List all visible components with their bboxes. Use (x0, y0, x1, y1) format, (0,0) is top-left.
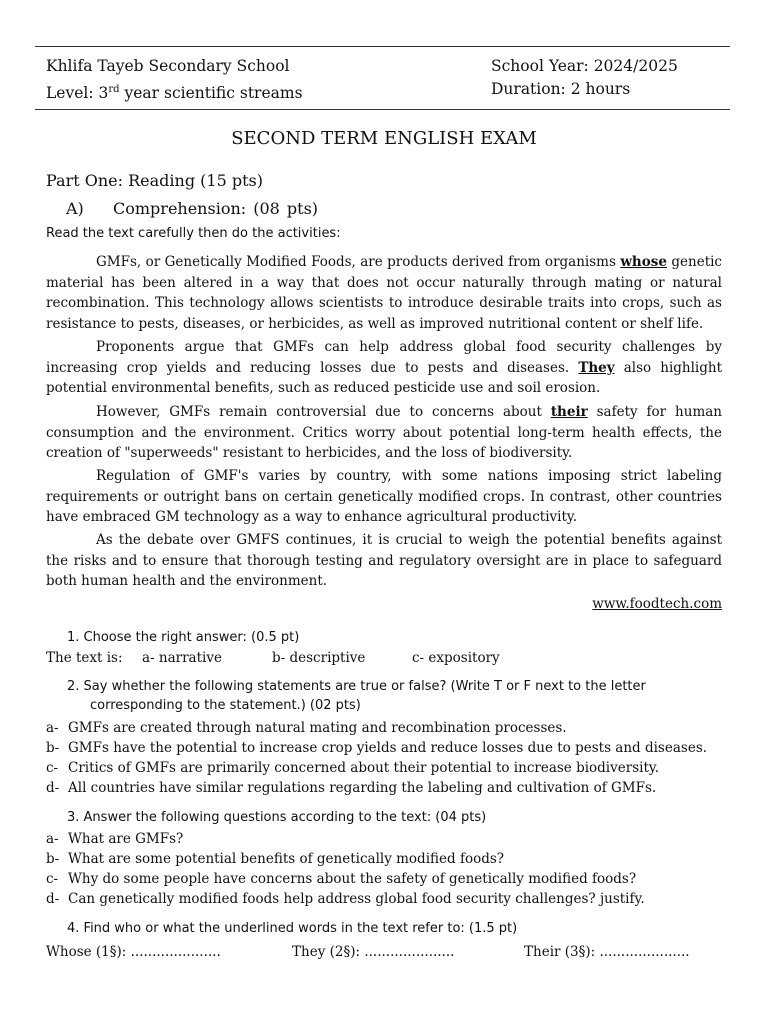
question-3-items (46, 829, 726, 909)
header-left (46, 55, 303, 105)
school-name: Khlifa Tayeb Secondary School (46, 57, 290, 75)
q3-question: d- Can genetically modified foods help address global food security challenges? justify. (46, 891, 645, 907)
text-source: www.foodtech.com (592, 596, 722, 612)
part-one-heading: Part One: Reading (15 pts) (46, 171, 263, 190)
question-3-title: 3. Answer the following questions according to the text: (04 pts) (67, 810, 487, 825)
q1-option-a: a- narrative (142, 650, 222, 666)
q3-question: b- What are some potential benefits of genetically modified foods? (46, 851, 505, 867)
q1-stem: The text is: (46, 650, 123, 666)
school-year: School Year: 2024/2025 (491, 57, 678, 75)
text-paragraph-1: GMFs, or Genetically Modified Foods, are products derived from organisms whose genetic material has been altered in a way that does not occur naturally through mating or natural recombination. This technology allows scientists to introduce desirable traits into crops, such as resistance to pests, diseases, or herbicides, as well as improved nutritional content or shelf life. (46, 254, 722, 332)
question-4-title: 4. Find who or what the underlined words in the text refer to: (1.5 pt) (67, 921, 518, 936)
header-right (491, 55, 678, 101)
question-2-statements (46, 718, 726, 798)
underlined-they: They (578, 359, 615, 376)
text-paragraph-5: As the debate over GMFS continues, it is crucial to weigh the potential benefits against the risks and to ensure that thorough testing and regulatory oversight are in place to safeguard both human health and the environment. (46, 532, 722, 589)
q2-statement: d- All countries have similar regulations regarding the labeling and cultivation of GMFs. (46, 780, 657, 796)
q1-option-c: c- expository (412, 650, 500, 666)
underlined-whose: whose (620, 254, 667, 270)
question-1-title: 1. Choose the right answer: (0.5 pt) (67, 630, 300, 645)
question-2-title-line1: 2. Say whether the following statements are true or false? (Write T or F next to the letter (67, 679, 646, 694)
text-paragraph-3: However, GMFs remain controversial due to concerns about their safety for human consumption and the environment. Critics worry about potential long-term health effects, the creation of "superweeds" resistant to herbicides, and the loss of biodiversity. (46, 404, 722, 461)
header-top-rule (35, 46, 730, 47)
section-a-heading: A) Comprehension: (08 pts) (66, 199, 319, 218)
exam-title: SECOND TERM ENGLISH EXAM (231, 128, 537, 149)
level-line: Level: 3rd year scientific streams (46, 84, 303, 103)
q4-whose: Whose (1§): ..................... (46, 944, 221, 960)
question-2-title-line2: corresponding to the statement.) (02 pts) (90, 698, 361, 713)
underlined-their: their (550, 404, 588, 420)
header-bottom-rule (35, 109, 730, 110)
q1-option-b: b- descriptive (272, 650, 366, 666)
q4-they: They (2§): ..................... (292, 944, 455, 960)
q2-statement: a- GMFs are created through natural mating and recombination processes. (46, 720, 567, 736)
text-paragraph-2: Proponents argue that GMFs can help address global food security challenges by increasing crop yields and reducing losses due to pests and diseases. They also highlight potential environmental benefits, such as reduced pesticide use and soil erosion. (46, 339, 722, 396)
question-4-answers (46, 944, 690, 960)
q4-their: Their (3§): ..................... (524, 944, 690, 960)
q3-question: a- What are GMFs? (46, 831, 184, 847)
q2-statement: b- GMFs have the potential to increase crop yields and reduce losses due to pests and diseases. (46, 740, 708, 756)
text-paragraph-4: Regulation of GMF's varies by country, with some nations imposing strict labeling requirements or outright bans on certain genetically modified crops. In contrast, other countries have embraced GM technology as a way to enhance agricultural productivity. (46, 468, 722, 525)
reading-instruction: Read the text carefully then do the activities: (46, 226, 341, 241)
q3-question: c- Why do some people have concerns about the safety of genetically modified foods? (46, 871, 637, 887)
duration: Duration: 2 hours (491, 80, 631, 98)
q2-statement: c- Critics of GMFs are primarily concerned about their potential to increase biodiversity. (46, 760, 659, 776)
question-1-options (46, 650, 500, 666)
